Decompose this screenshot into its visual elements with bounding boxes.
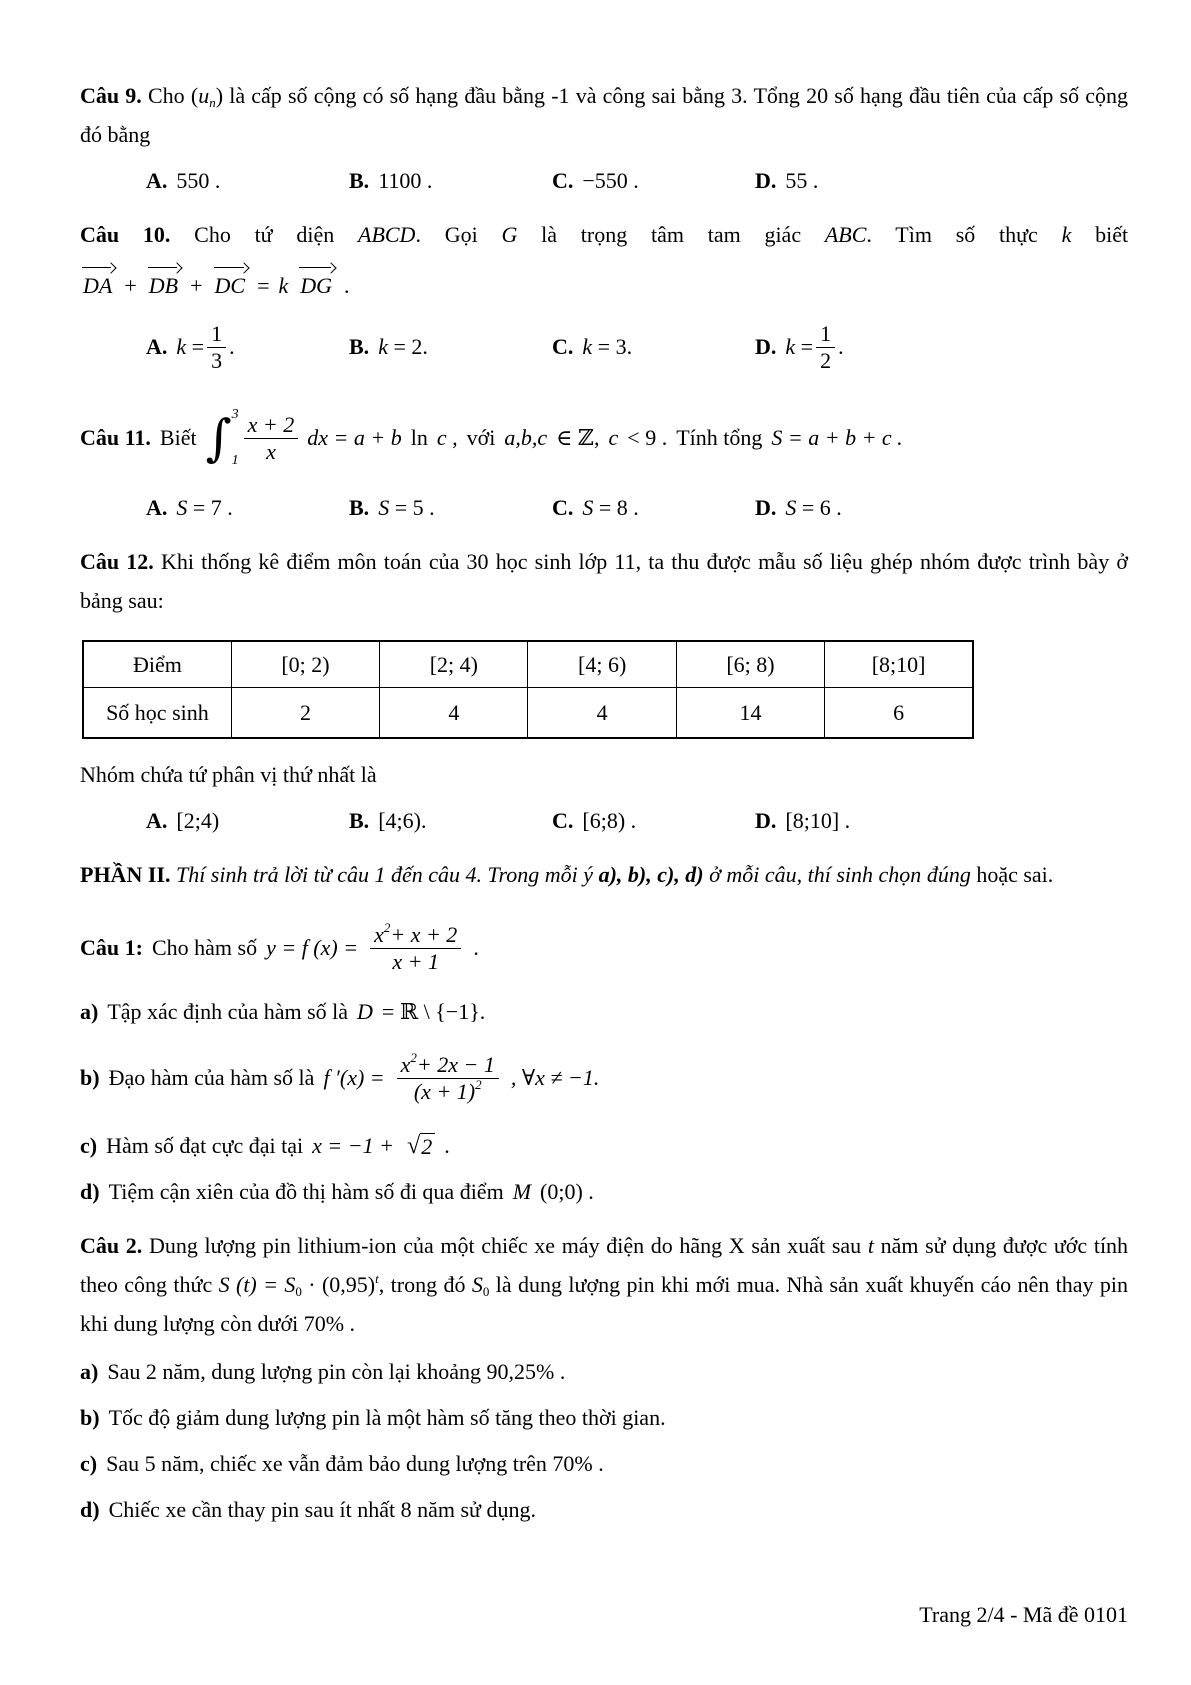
num-exp: 2 [410,1050,417,1066]
p2q2-label: Câu 2. [80,1233,143,1258]
fraction-numerator: 1 [207,321,226,348]
q12-stem [80,542,1128,620]
q12-options [80,799,1128,843]
q10-math-abc: ABC [824,222,867,247]
option-letter: B. [349,495,370,520]
option-letter: D. [755,168,777,193]
q10-text-3: là trọng tâm tam giác [541,222,802,247]
q11-ln: ln [410,425,428,450]
item-text: Tập xác định của hàm số là [107,999,349,1024]
part-2-text-3: đúng [926,862,971,887]
p2q1-stem [80,906,1128,990]
question-12 [80,542,1128,843]
part-2-items-list: a), b), c), d) [598,862,704,887]
table-cell: 14 [676,688,824,739]
fraction-numerator: 1 [816,321,835,348]
integrand-fraction [244,412,299,465]
num-exp: 2 [383,920,391,936]
p2q2-text-4: là dung lượng pin khi mới mua. Nhà sản xuất khuyến cáo nên thay pin khi dung lượng còn dưới 70% . [80,1272,1129,1336]
p2q2-text-3: trong đó [390,1272,466,1297]
option-letter: C. [552,808,574,833]
battery-formula-lhs: S (t) = S [218,1272,296,1297]
item-math-d: D [357,999,373,1024]
option-value: 550 . [176,168,221,193]
option-op: = [800,334,814,359]
item-text: Sau 2 năm, dung lượng pin còn lại khoảng 90,25% . [107,1359,566,1384]
p2q1-item-c [80,1122,1128,1170]
derivative-fraction [397,1052,499,1105]
q11-label: Câu 11. [80,425,151,450]
item-label: b) [80,1065,100,1090]
option-value: −550 . [582,168,639,193]
option-var: k [582,334,593,359]
q9-option-d [755,168,818,194]
table-cell: [2; 4) [380,641,528,688]
option-letter: A. [146,495,168,520]
q10-option-b [349,334,552,360]
table-cell: 4 [380,688,528,739]
option-value: = 8 . [598,495,639,520]
derivative-lhs: f ′(x) = [323,1065,385,1090]
p2q2-item-a [80,1349,1128,1395]
q9-label: Câu 9. [80,83,142,108]
fraction-denominator: 3 [211,347,223,373]
comma: , [378,1272,385,1297]
plus-sign: + [190,273,203,298]
item-label: c) [80,1133,98,1158]
table-cell: [4; 6) [528,641,676,688]
table-cell: [6; 8) [676,641,824,688]
q11-cond-lt: < 9 . [627,425,668,450]
part2-question-1 [80,906,1128,1214]
option-value: = 7 . [192,495,233,520]
q11-math-2: c , [436,425,458,450]
table-cell: Số học sinh [83,688,231,739]
sqrt [407,1133,435,1160]
q12-text: Khi thống kê điểm môn toán của 30 học sinh lớp 11, ta thu được mẫu số liệu ghép nhóm được trình bày ở bảng sau: [80,549,1129,613]
option-letter: B. [349,808,370,833]
item-label: b) [80,1405,100,1430]
integral [206,407,239,469]
item-label: c) [80,1451,98,1476]
p2q2-text-2: năm sử dụng được ước tính theo công thức [80,1233,1129,1297]
q12-option-b [349,808,552,834]
q10-math-abcd: ABCD [358,222,416,247]
q11-stem [80,395,1128,481]
part-2-label: PHẦN II. [80,862,171,887]
item-text: Hàm số đạt cực đại tại [106,1133,304,1158]
table-cell: [0; 2) [231,641,379,688]
q11-cond-c: c [608,425,619,450]
vector-da: DA [80,273,115,299]
q10-option-a [146,321,349,374]
part-2-text-2: ở mỗi câu, thí sinh chọn [709,862,922,887]
function-fraction [370,922,461,975]
equals-sign: = [257,273,270,298]
fraction-numerator [370,922,461,949]
open-paren: ( [190,83,199,108]
p2q2-var-t: t [867,1233,874,1258]
q10-math-g: G [501,222,518,247]
fraction [207,321,226,374]
p2q2-item-d [80,1487,1128,1533]
num-x: x [400,1051,411,1077]
fraction-denominator [397,1079,499,1105]
battery-formula-base: · (0,95) [308,1272,376,1297]
vector-dc: DC [212,273,249,299]
question-10 [80,215,1128,383]
period: . [444,1133,450,1158]
option-var: S [378,495,390,520]
item-label: d) [80,1179,100,1204]
close-paren: ) [215,83,224,108]
option-value: 1100 . [378,168,433,193]
q11-options [80,486,1128,530]
fraction [816,321,835,374]
part-2-text-4: hoặc sai. [976,862,1054,887]
num-rest: + 2x − 1 [416,1051,495,1077]
plus-sign: + [124,273,137,298]
item-label: a) [80,1359,99,1384]
num-x: x [374,921,384,947]
option-letter: D. [755,495,777,520]
q10-text-5: biết [1095,222,1129,247]
period: . [473,935,479,960]
option-var: S [582,495,594,520]
q9-options [80,159,1128,203]
q10-option-c [552,334,755,360]
q12-option-d [755,808,850,834]
q11-text-mid2: Tính tổng [676,425,763,450]
part-2-instructions [80,855,1128,894]
option-var: S [176,495,188,520]
q10-math-k: k [1061,222,1072,247]
option-letter: D. [755,808,777,833]
den-exp: 2 [475,1077,482,1093]
option-letter: B. [349,334,370,359]
item-text: Chiếc xe cần thay pin sau ít nhất 8 năm sử dụng. [108,1497,536,1522]
q10-label: Câu 10. [80,222,171,247]
table-cell: 2 [231,688,379,739]
den-base: (x + 1) [413,1078,476,1104]
option-value: 55 . [785,168,819,193]
option-var: S [785,495,797,520]
integral-upper: 3 [231,407,239,422]
p2q2-item-b [80,1395,1128,1441]
p2q1-item-a [80,990,1128,1034]
period: . [838,334,844,359]
q10-stem [80,215,1128,254]
q9-option-b [349,168,552,194]
item-text: Đạo hàm của hàm số là [108,1065,315,1090]
p2q1-item-b [80,1034,1128,1122]
fraction-denominator: x [266,438,276,464]
option-letter: C. [552,334,574,359]
item-math-point: (0;0) . [540,1179,594,1204]
integral-icon: ∫ [205,409,232,467]
integral-limits [232,407,239,469]
q11-option-d [755,495,842,521]
q10-text-2: . Gọi [415,222,478,247]
q10-formula-k: k [278,273,289,298]
table-header-row [83,641,973,688]
q11-text-mid: với [466,425,496,450]
period: . [344,273,350,298]
option-letter: A. [146,808,168,833]
fraction-numerator [397,1052,499,1079]
option-value: [6;8) . [582,808,637,833]
p2q1-equation: y = f (x) = [266,935,359,960]
s0-subscript: 0 [482,1284,490,1299]
q10-formula [80,254,1128,306]
option-var: k [378,334,388,359]
s0-symbol: S [471,1272,483,1297]
page-footer: Trang 2/4 - Mã đề 0101 [919,1602,1128,1627]
sqrt-radicand: 2 [420,1133,435,1160]
sqrt-icon: √ [406,1131,421,1159]
frequency-table [82,640,974,739]
item-label: d) [80,1497,100,1522]
fraction-denominator: 2 [820,347,832,373]
table-data-row [83,688,973,739]
p2q1-label: Câu 1: [80,935,143,960]
option-value: = 2. [393,334,428,359]
table-cell: [8;10] [825,641,973,688]
battery-formula-sub: 0 [295,1284,302,1299]
option-letter: C. [552,168,574,193]
q12-option-a [146,808,349,834]
item-text: Tiệm cận xiên của đồ thị hàm số đi qua điểm [108,1179,504,1204]
num-rest: + x + 2 [390,921,458,947]
table-cell: 6 [825,688,973,739]
q11-cond-set: ∈ ℤ, [556,425,600,450]
question-9 [80,76,1128,203]
q10-text-4: . Tìm số thực [866,222,1038,247]
q11-cond-vars: a,b,c [504,425,548,450]
option-var: k [785,334,796,359]
q10-text-1: Cho tứ diện [194,222,335,247]
q10-option-d [755,321,844,374]
p2q1-text: Cho hàm số [151,935,258,960]
q12-option-c [552,808,755,834]
question-11 [80,395,1128,530]
p2q2-stem [80,1226,1128,1343]
q10-options [80,311,1128,383]
integral-lower: 1 [231,453,239,468]
option-op: = [191,334,205,359]
option-value: = 6 . [801,495,842,520]
option-var: k [176,334,187,359]
exam-content [80,76,1128,1545]
option-value: [4;6). [378,808,427,833]
p2q2-item-c [80,1441,1128,1487]
item-label: a) [80,999,99,1024]
option-value: [8;10] . [785,808,851,833]
table-cell: Điểm [83,641,231,688]
p2q1-item-d [80,1170,1128,1214]
part-2-text-1: Thí sinh trả lời từ câu 1 đến câu 4. Trong mỗi ý [175,862,594,887]
q9-text-1: Cho [148,83,185,108]
q11-option-c [552,495,755,521]
q9-option-c [552,168,755,194]
item-math-m: M [512,1179,532,1204]
fraction-numerator: x + 2 [244,412,299,439]
option-letter: A. [146,334,168,359]
q9-seq-symbol: u [198,83,210,108]
q11-sum: S = a + b + c . [771,425,903,450]
q12-label: Câu 12. [80,549,154,574]
vector-db: DB [146,273,181,299]
q9-stem [80,76,1128,154]
q11-math-1: dx = a + b [307,425,402,450]
q11-option-a [146,495,349,521]
option-letter: C. [552,495,574,520]
option-letter: A. [146,168,168,193]
q11-option-b [349,495,552,521]
part-2-header [80,855,1128,894]
option-letter: B. [349,168,370,193]
part2-question-2 [80,1226,1128,1533]
item-text: Sau 5 năm, chiếc xe vẫn đảm bảo dung lượng trên 70% . [106,1451,604,1476]
q9-seq-subscript: n [209,95,216,110]
item-math-rest: = ℝ \ {−1}. [381,999,486,1024]
fraction-denominator: x + 1 [392,948,439,974]
option-value: [2;4) [176,808,220,833]
option-value: = 5 . [394,495,435,520]
q12-after-table: Nhóm chứa tứ phân vị thứ nhất là [80,762,377,787]
period: . [229,334,235,359]
option-letter: D. [755,334,777,359]
vector-dg: DG [297,273,335,299]
q9-text-2: là cấp số cộng có số hạng đầu bằng -1 và công sai bằng 3. Tổng 20 số hạng đầu tiên của cấp số cộng đó bằng [80,83,1129,147]
q9-option-a [146,168,349,194]
item-text: Tốc độ giảm dung lượng pin là một hàm số tăng theo thời gian. [108,1405,666,1430]
battery-formula-exp: t [375,1270,379,1286]
item-math-rest: , ∀x ≠ −1. [510,1065,600,1090]
q11-text-pre: Biết [159,425,197,450]
option-value: = 3. [597,334,633,359]
p2q2-text-1: Dung lượng pin lithium-ion của một chiếc xe máy điện do hãng X sản xuất sau [148,1233,862,1258]
table-cell: 4 [528,688,676,739]
item-math: x = −1 + [312,1133,394,1158]
